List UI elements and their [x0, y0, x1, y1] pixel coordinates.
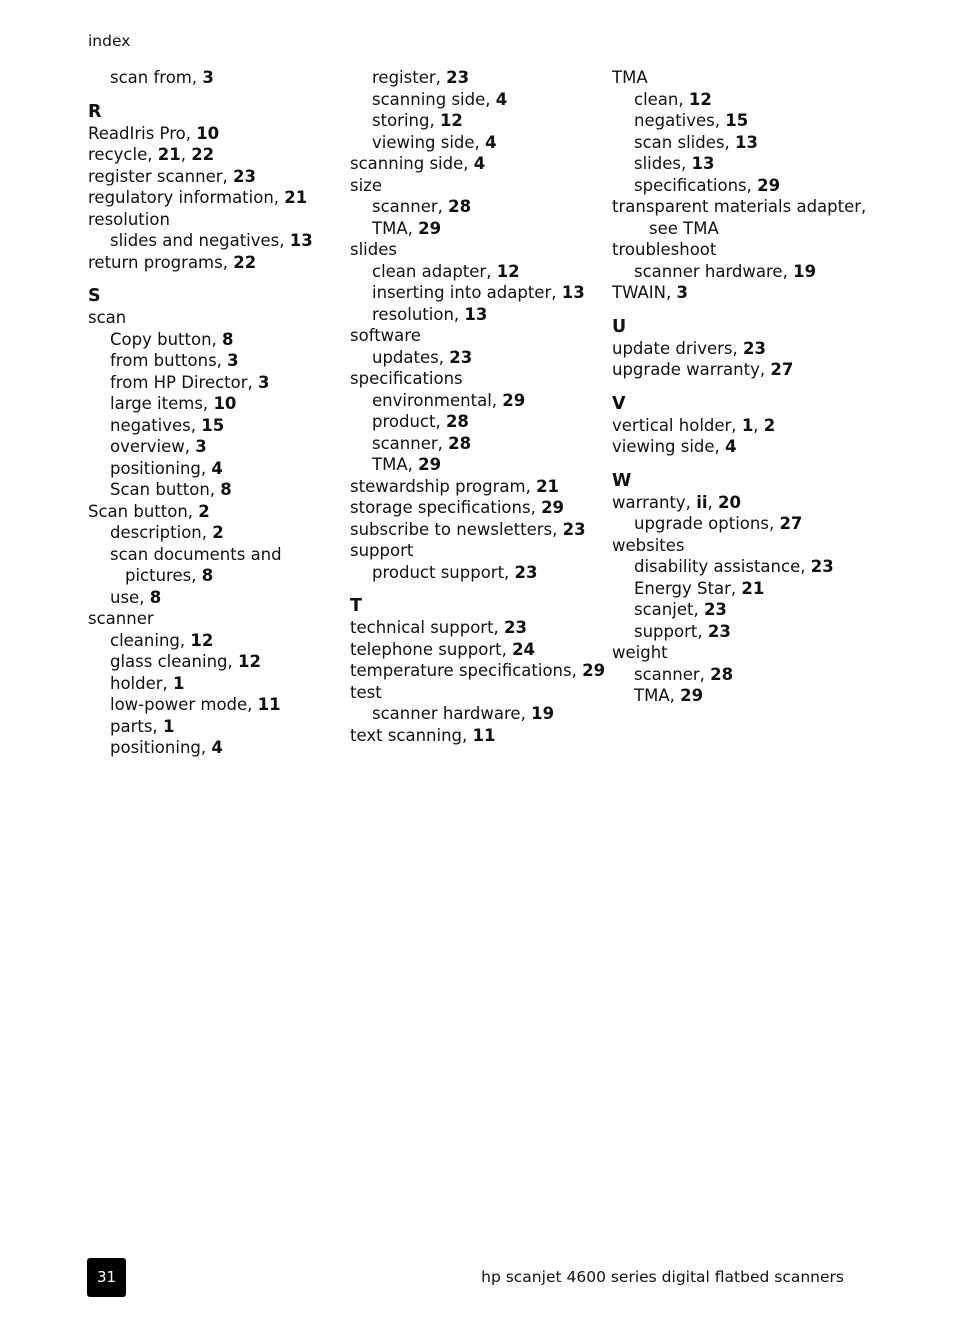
page-reference: 23 — [514, 562, 538, 582]
index-term: product, — [372, 412, 446, 431]
index-subentry — [88, 694, 313, 716]
index-subentry — [88, 415, 313, 437]
page-reference: 2 — [198, 501, 210, 521]
reference-separator: , — [753, 415, 764, 435]
index-term: negatives, — [634, 111, 726, 130]
index-entry — [612, 415, 866, 437]
index-term: resolution, — [372, 304, 465, 324]
page-reference: 19 — [793, 261, 817, 281]
index-term: temperature specifications, — [350, 661, 583, 680]
index-subentry — [612, 261, 866, 283]
page-reference: 8 — [201, 566, 214, 585]
page-reference: 1 — [162, 716, 175, 736]
index-term: scanner, — [372, 433, 449, 453]
page-reference: 29 — [582, 661, 606, 680]
index-term: positioning, — [110, 738, 212, 757]
index-term: size — [350, 175, 382, 195]
index-term: troubleshoot — [612, 240, 717, 259]
index-subentry — [350, 110, 605, 132]
page-reference: 3 — [258, 372, 270, 392]
page-reference: 3 — [195, 437, 207, 456]
index-entry — [350, 540, 605, 562]
page-reference: 21 — [284, 188, 308, 207]
index-entry — [88, 501, 313, 523]
index-term: vertical holder, — [612, 415, 742, 435]
index-term: specifications, — [634, 175, 758, 195]
index-subentry — [88, 673, 313, 695]
page-reference: 13 — [561, 283, 585, 302]
footer-title: hp scanjet 4600 series digital flatbed scanners — [481, 1268, 844, 1286]
index-subentry — [350, 304, 605, 326]
index-term: slides — [350, 240, 397, 259]
index-term: cleaning, — [110, 630, 191, 650]
index-subentry — [88, 479, 313, 501]
index-term: pictures, — [125, 566, 202, 585]
index-entry — [350, 153, 605, 175]
page-reference: 8 — [222, 329, 234, 349]
page-reference: 11 — [257, 695, 281, 714]
index-term: slides, — [634, 154, 692, 173]
index-term: test — [350, 682, 382, 702]
index-subentry — [350, 433, 605, 455]
page-reference: 27 — [770, 360, 794, 379]
page-reference: 4 — [211, 738, 223, 757]
index-term: software — [350, 326, 421, 345]
page-reference: 2 — [763, 415, 776, 435]
index-entry — [88, 252, 313, 274]
index-subentry — [350, 67, 605, 89]
index-term: storing, — [372, 111, 440, 130]
page-reference: 29 — [680, 686, 704, 705]
page-reference: 23 — [707, 621, 731, 641]
index-entry — [88, 608, 313, 630]
index-entry — [612, 359, 866, 381]
index-entry — [88, 123, 313, 145]
page-reference: 28 — [710, 664, 734, 684]
index-term: product support, — [372, 562, 515, 582]
page-reference: 4 — [485, 132, 497, 152]
index-term: disability assistance, — [634, 557, 811, 576]
page-reference: 13 — [691, 154, 715, 173]
index-subentry — [350, 196, 605, 218]
index-entry — [612, 492, 866, 514]
index-term: update drivers, — [612, 338, 744, 358]
index-term: description, — [110, 523, 213, 542]
index-term: text scanning, — [350, 725, 473, 745]
index-term: Copy button, — [110, 329, 223, 349]
index-term: scan slides, — [634, 132, 735, 152]
index-subentry — [88, 587, 313, 609]
page-reference: 29 — [418, 218, 442, 238]
index-subentry — [350, 132, 605, 154]
index-term: scanning side, — [350, 154, 474, 173]
index-subentry — [612, 556, 866, 578]
index-entry — [350, 325, 605, 347]
index-letter-heading: T — [350, 596, 362, 616]
index-term: transparent materials adapter, — [612, 197, 867, 216]
page-reference: 12 — [496, 261, 520, 281]
index-term: storage specifications, — [350, 498, 542, 517]
index-subentry — [350, 218, 605, 240]
index-entry — [350, 660, 605, 682]
index-subentry — [88, 230, 313, 252]
index-entry — [88, 166, 313, 188]
index-entry — [350, 519, 605, 541]
index-subentry — [612, 513, 866, 535]
reference-separator: , — [707, 492, 718, 512]
index-term: scanner hardware, — [634, 261, 794, 281]
index-subentry — [612, 153, 866, 175]
index-term: upgrade warranty, — [612, 360, 771, 379]
index-subentry — [612, 685, 866, 707]
index-entry — [612, 436, 866, 458]
index-term: telephone support, — [350, 639, 513, 659]
page-reference: 4 — [725, 437, 737, 456]
page-reference: 23 — [504, 618, 528, 637]
index-term: subscribe to newsletters, — [350, 519, 563, 539]
index-term: scan from, — [110, 68, 203, 87]
index-subentry — [88, 329, 313, 351]
index-subentry — [88, 350, 313, 372]
index-subentry — [350, 562, 605, 584]
index-entry — [350, 175, 605, 197]
index-term: from buttons, — [110, 351, 228, 370]
page-reference: 19 — [531, 704, 555, 723]
index-term: clean adapter, — [372, 261, 497, 281]
page-reference: 11 — [472, 725, 496, 745]
index-term: clean, — [634, 89, 689, 109]
index-term: holder, — [110, 673, 174, 693]
index-term: TMA, — [634, 686, 681, 705]
page-reference: 4 — [473, 154, 486, 173]
index-term: scanner, — [634, 664, 711, 684]
index-column-3 — [612, 67, 866, 707]
index-subentry — [88, 651, 313, 673]
index-term: low-power mode, — [110, 695, 258, 714]
index-entry — [350, 497, 605, 519]
index-term: scanning side, — [372, 89, 496, 109]
index-letter-heading: S — [88, 286, 101, 306]
index-term: negatives, — [110, 415, 202, 435]
index-term: stewardship program, — [350, 476, 537, 496]
page-reference: 28 — [448, 433, 472, 453]
page-reference: 29 — [502, 390, 526, 410]
index-entry — [350, 617, 605, 639]
running-header: index — [88, 32, 131, 50]
index-subentry — [612, 621, 866, 643]
page-reference: 29 — [757, 175, 781, 195]
index-subentry — [612, 132, 866, 154]
index-term: support, — [634, 621, 708, 641]
page-reference: 3 — [202, 68, 214, 87]
index-letter-heading: W — [612, 470, 632, 491]
page-reference: 29 — [541, 498, 565, 517]
index-subentry — [612, 664, 866, 686]
index-letter-heading: U — [612, 316, 627, 337]
page-reference: 8 — [220, 480, 232, 499]
page-reference: 23 — [233, 166, 256, 186]
index-term: regulatory information, — [88, 188, 285, 207]
page-reference: 3 — [676, 283, 688, 302]
index-entry — [612, 67, 866, 89]
page-reference: 20 — [718, 492, 741, 512]
index-term: scanner hardware, — [372, 704, 532, 723]
index-term: overview, — [110, 437, 196, 456]
page-reference: 2 — [212, 523, 224, 542]
index-subentry — [350, 282, 605, 304]
index-term: parts, — [110, 716, 163, 736]
index-entry — [88, 307, 313, 329]
page-reference: 21 — [741, 578, 765, 598]
index-entry — [88, 144, 313, 166]
index-term: Scan button, — [88, 501, 199, 521]
page-reference: 12 — [190, 630, 214, 650]
page-reference: 12 — [439, 111, 463, 130]
index-term: scanner, — [372, 197, 449, 216]
index-column-1 — [88, 67, 313, 759]
page-reference: 3 — [227, 351, 239, 370]
page-reference: 23 — [703, 600, 727, 619]
index-term: resolution — [88, 209, 170, 229]
index-term: technical support, — [350, 618, 505, 637]
index-subentry — [88, 716, 313, 738]
page-reference: 22 — [233, 252, 257, 272]
index-term: register, — [372, 68, 447, 87]
page-reference: 8 — [149, 587, 162, 607]
page-reference: 4 — [495, 89, 508, 109]
index-subentry — [88, 436, 313, 458]
index-term: TWAIN, — [612, 283, 677, 302]
index-term: TMA, — [372, 455, 419, 474]
index-term: use, — [110, 587, 150, 607]
index-subentry — [350, 89, 605, 111]
index-term: see TMA — [649, 218, 719, 238]
page-reference: 12 — [688, 89, 712, 109]
index-entry — [350, 725, 605, 747]
page-reference: 21 — [157, 145, 181, 164]
index-term: support — [350, 541, 414, 560]
index-entry — [350, 239, 605, 261]
index-term: positioning, — [110, 458, 212, 478]
index-entry — [612, 282, 866, 304]
page-reference: 24 — [512, 639, 536, 659]
index-subentry — [612, 218, 866, 240]
page-reference: 13 — [289, 231, 313, 250]
index-subentry — [612, 110, 866, 132]
index-entry — [350, 368, 605, 390]
index-entry — [612, 642, 866, 664]
index-entry — [612, 239, 866, 261]
index-entry — [612, 196, 866, 218]
page-number-badge: 31 — [87, 1258, 126, 1297]
index-term: weight — [612, 643, 668, 662]
index-entry — [88, 187, 313, 209]
page-reference: 13 — [464, 304, 488, 324]
index-letter-heading: V — [612, 393, 626, 414]
page-reference: 12 — [238, 652, 261, 671]
index-term: inserting into adapter, — [372, 283, 562, 302]
page-reference: 10 — [196, 123, 220, 143]
index-term: updates, — [372, 347, 450, 367]
page-reference: 15 — [201, 415, 225, 435]
index-term: environmental, — [372, 390, 503, 410]
index-term: return programs, — [88, 252, 234, 272]
index-subentry — [350, 411, 605, 433]
reference-separator: , — [180, 145, 192, 164]
index-term: scanner — [88, 609, 154, 628]
index-subentry — [88, 372, 313, 394]
index-letter-heading: R — [88, 101, 102, 122]
index-subentry — [88, 565, 313, 587]
index-term: ReadIris Pro, — [88, 123, 197, 143]
index-subentry — [350, 347, 605, 369]
index-entry — [612, 535, 866, 557]
page-reference: 15 — [725, 111, 749, 130]
page-reference: ii — [696, 492, 708, 512]
index-subentry — [612, 89, 866, 111]
index-entry — [88, 209, 313, 231]
index-term: Scan button, — [110, 480, 221, 499]
index-term: TMA — [612, 68, 648, 87]
page-reference: 23 — [562, 519, 586, 539]
index-column-2 — [350, 67, 605, 746]
index-subentry — [350, 261, 605, 283]
index-subentry — [88, 458, 313, 480]
index-term: scanjet, — [634, 600, 704, 619]
page-reference: 28 — [448, 197, 472, 216]
page-reference: 23 — [743, 338, 766, 358]
page-reference: 1 — [741, 415, 754, 435]
page-reference: 29 — [418, 455, 442, 474]
index-subentry — [88, 67, 313, 89]
page-reference: 22 — [191, 145, 215, 164]
index-term: viewing side, — [372, 132, 486, 152]
index-entry — [612, 338, 866, 360]
page-reference: 23 — [446, 68, 470, 87]
index-term: scan — [88, 308, 127, 327]
page-reference: 10 — [213, 394, 237, 413]
index-term: Energy Star, — [634, 578, 742, 598]
index-term: upgrade options, — [634, 514, 780, 533]
index-term: slides and negatives, — [110, 231, 290, 250]
index-term: warranty, — [612, 492, 697, 512]
page-reference: 1 — [173, 673, 185, 693]
page-reference: 27 — [779, 514, 803, 533]
index-term: TMA, — [372, 218, 419, 238]
index-subentry — [612, 599, 866, 621]
index-subentry — [88, 522, 313, 544]
index-term: websites — [612, 535, 685, 555]
index-term: viewing side, — [612, 437, 726, 456]
index-entry — [350, 682, 605, 704]
index-term: glass cleaning, — [110, 652, 238, 671]
index-subentry — [88, 544, 313, 566]
index-subentry — [350, 390, 605, 412]
index-term: register scanner, — [88, 166, 233, 186]
index-entry — [350, 639, 605, 661]
index-subentry — [612, 578, 866, 600]
index-subentry — [350, 454, 605, 476]
index-subentry — [88, 630, 313, 652]
index-subentry — [88, 737, 313, 759]
index-term: from HP Director, — [110, 372, 259, 392]
page-reference: 21 — [536, 476, 560, 496]
index-term: scan documents and — [110, 544, 282, 564]
index-entry — [350, 476, 605, 498]
page-reference: 23 — [810, 557, 834, 576]
index-subentry — [88, 393, 313, 415]
index-term: large items, — [110, 394, 214, 413]
index-term: specifications — [350, 369, 463, 388]
page-reference: 13 — [734, 132, 758, 152]
page-reference: 4 — [211, 458, 223, 478]
index-subentry — [350, 703, 605, 725]
index-subentry — [612, 175, 866, 197]
page-reference: 28 — [445, 412, 469, 431]
index-term: recycle, — [88, 145, 158, 164]
page-reference: 23 — [449, 347, 473, 367]
